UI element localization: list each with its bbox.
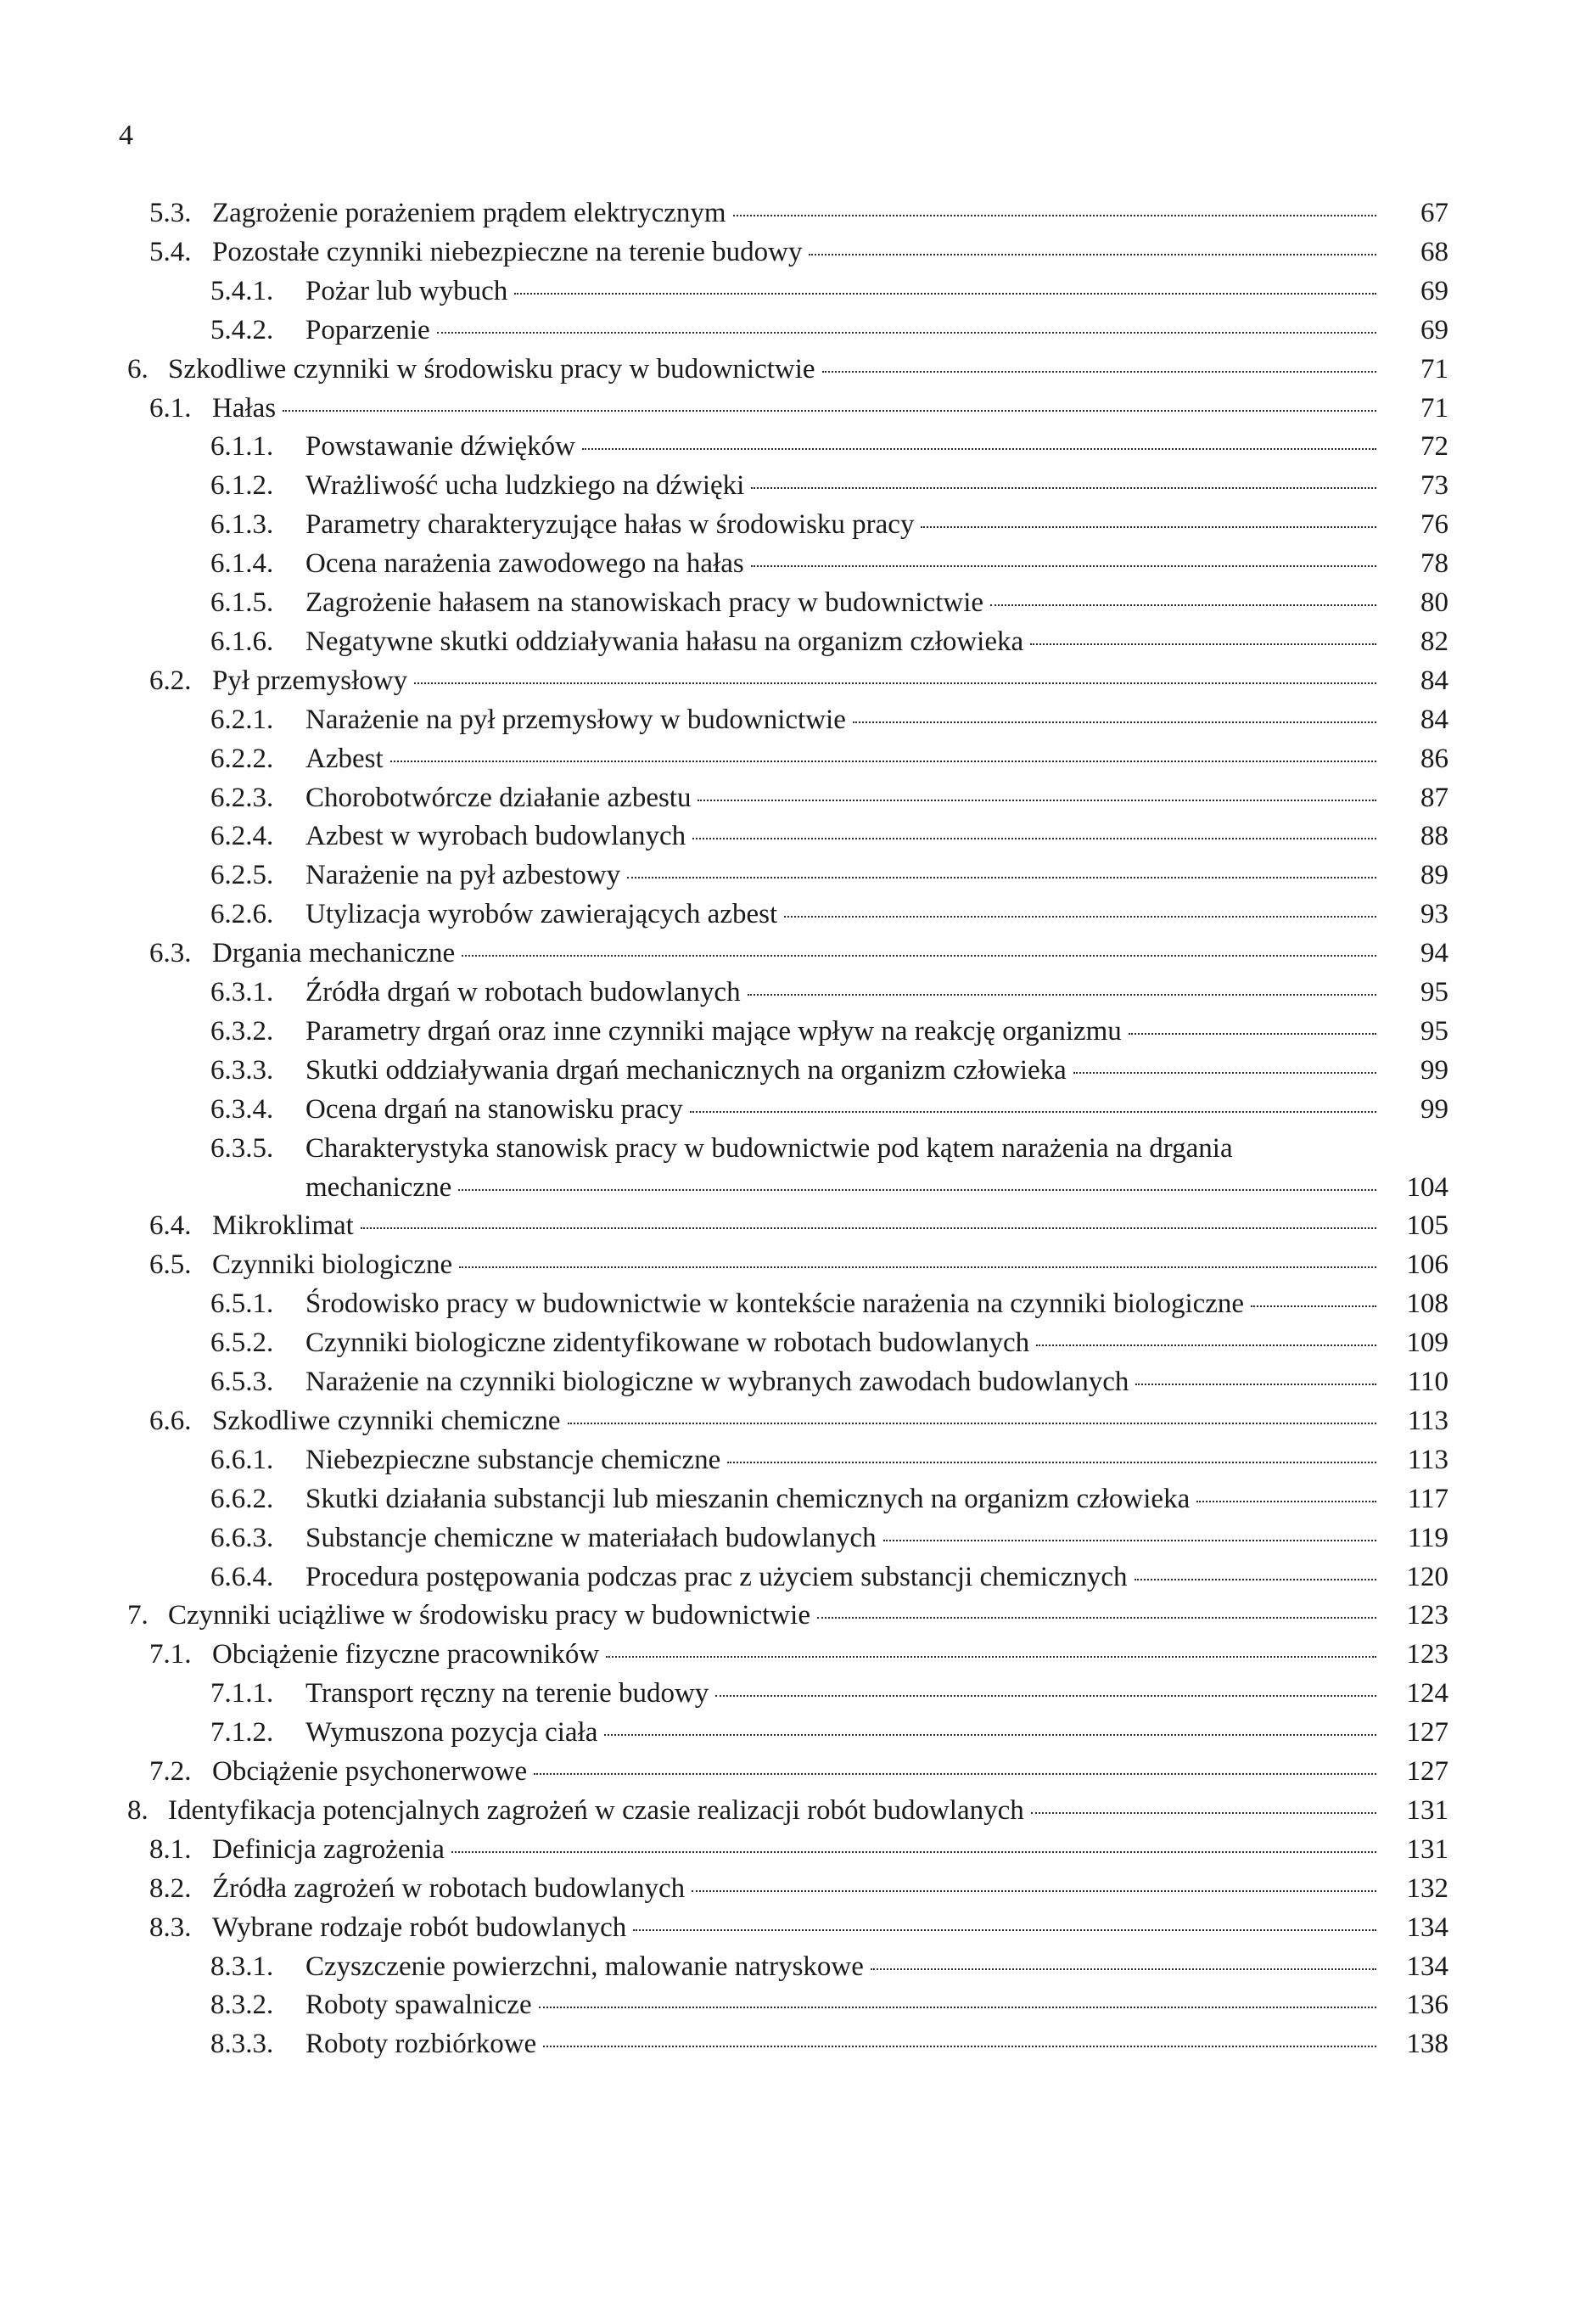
toc-entry-line bbox=[305, 1168, 1383, 1207]
dot-leader bbox=[921, 526, 1376, 528]
toc-entry bbox=[0, 1440, 1580, 1479]
toc-entry-line bbox=[212, 1635, 1383, 1674]
toc-entry-page: 87 bbox=[1420, 782, 1448, 813]
toc-entry-line bbox=[168, 1596, 1383, 1635]
toc-entry-line bbox=[168, 1791, 1383, 1830]
dot-leader bbox=[458, 1189, 1376, 1191]
toc-entry-page: 136 bbox=[1406, 1990, 1448, 2021]
dot-leader bbox=[1135, 1384, 1376, 1385]
toc-entry-line bbox=[305, 1012, 1383, 1051]
toc-entry-number: 8.1. bbox=[149, 1833, 192, 1865]
dot-leader bbox=[451, 1851, 1376, 1853]
toc-entry-title: Powstawanie dźwięków bbox=[305, 431, 576, 463]
toc-entry-number: 6.3.2. bbox=[210, 1015, 274, 1047]
toc-entry-number: 6.4. bbox=[149, 1210, 192, 1242]
toc-entry bbox=[0, 895, 1580, 934]
toc-entry-number: 7.1.1. bbox=[210, 1678, 274, 1709]
toc-entry-number: 6.2.1. bbox=[210, 704, 274, 735]
toc-entry-page: 105 bbox=[1406, 1210, 1448, 1242]
toc-entry-page: 82 bbox=[1420, 626, 1448, 657]
toc-entry-number: 6.2.2. bbox=[210, 743, 274, 774]
toc-entry-line bbox=[212, 1245, 1383, 1284]
toc-entry-title: Czyszczenie powierzchni, malowanie natryskowe bbox=[305, 1951, 864, 1982]
dot-leader bbox=[822, 371, 1376, 373]
toc-entry bbox=[0, 1830, 1580, 1869]
dot-leader bbox=[715, 1695, 1376, 1697]
toc-entry-line bbox=[305, 2024, 1383, 2063]
toc-entry-title: Definicja zagrożenia bbox=[212, 1833, 445, 1865]
toc-entry-page: 89 bbox=[1420, 860, 1448, 891]
dot-leader bbox=[543, 2046, 1376, 2047]
dot-leader bbox=[390, 761, 1376, 762]
toc-entry-title: Poparzenie bbox=[305, 314, 430, 345]
toc-entry-number: 6.2.6. bbox=[210, 899, 274, 930]
toc-entry-line bbox=[305, 1362, 1383, 1401]
toc-entry-page: 108 bbox=[1406, 1288, 1448, 1320]
toc-entry bbox=[0, 2024, 1580, 2063]
toc-entry-page: 113 bbox=[1407, 1405, 1448, 1436]
toc-entry-number: 6.2.4. bbox=[210, 821, 274, 852]
toc-entry-page: 69 bbox=[1420, 314, 1448, 345]
toc-entry-line bbox=[168, 350, 1383, 389]
toc-entry-line bbox=[212, 233, 1383, 272]
toc-entry-number: 6.1.2. bbox=[210, 470, 274, 502]
toc-entry-line bbox=[305, 583, 1383, 622]
toc-entry-title: Negatywne skutki oddziaływania hałasu na organizm człowieka bbox=[305, 626, 1024, 657]
toc-entry-page: 131 bbox=[1406, 1833, 1448, 1865]
toc-entry-page: 95 bbox=[1420, 1015, 1448, 1047]
toc-entry-title: Narażenie na pył przemysłowy w budownictwie bbox=[305, 704, 846, 735]
toc-entry-number: 6.5. bbox=[149, 1249, 192, 1281]
dot-leader bbox=[748, 994, 1376, 996]
toc-entry bbox=[0, 1284, 1580, 1323]
toc-entry bbox=[0, 194, 1580, 233]
toc-entry-number: 8.3. bbox=[149, 1911, 192, 1943]
toc-entry-number: 6.3.4. bbox=[210, 1093, 274, 1125]
toc-entry bbox=[0, 1985, 1580, 2024]
toc-entry-page: 99 bbox=[1420, 1093, 1448, 1125]
toc-entry-number: 8.2. bbox=[149, 1872, 192, 1904]
toc-entry bbox=[0, 1245, 1580, 1284]
toc-entry bbox=[0, 1674, 1580, 1713]
toc-entry-line bbox=[212, 1869, 1383, 1908]
toc-entry-page: 94 bbox=[1420, 938, 1448, 969]
toc-entry-number: 8.3.3. bbox=[210, 2029, 274, 2060]
dot-leader bbox=[437, 332, 1376, 334]
toc-entry-title: Źródła zagrożeń w robotach budowlanych bbox=[212, 1872, 686, 1904]
toc-entry-number: 5.4.2. bbox=[210, 314, 274, 345]
toc-entry bbox=[0, 1401, 1580, 1440]
toc-entry-page: 127 bbox=[1406, 1717, 1448, 1749]
toc-entry-title: Procedura postępowania podczas prac z użyciem substancji chemicznych bbox=[305, 1561, 1128, 1592]
toc-entry bbox=[0, 661, 1580, 700]
toc-entry-page: 71 bbox=[1420, 353, 1448, 385]
toc-entry-number: 5.4. bbox=[149, 236, 192, 267]
toc-entry bbox=[0, 1558, 1580, 1597]
dot-leader bbox=[582, 448, 1376, 450]
toc-entry bbox=[0, 622, 1580, 661]
dot-leader bbox=[690, 1111, 1376, 1113]
dot-leader bbox=[853, 721, 1376, 723]
toc-entry-page: 123 bbox=[1406, 1639, 1448, 1670]
toc-entry-line bbox=[305, 622, 1383, 661]
toc-entry-line bbox=[305, 1090, 1383, 1129]
toc-entry-number: 8. bbox=[127, 1794, 148, 1826]
toc-entry-line bbox=[305, 1713, 1383, 1752]
toc-entry bbox=[0, 505, 1580, 544]
toc-entry-page: 80 bbox=[1420, 587, 1448, 618]
toc-entry-title: Drgania mechaniczne bbox=[212, 938, 456, 969]
toc-entry-title: Azbest w wyrobach budowlanych bbox=[305, 821, 686, 852]
dot-leader bbox=[633, 1929, 1376, 1931]
toc-entry-number: 6.1.3. bbox=[210, 509, 274, 541]
toc-entry-number: 6.1.1. bbox=[210, 431, 274, 463]
toc-entry-line bbox=[305, 272, 1383, 311]
toc-entry-line bbox=[305, 1284, 1383, 1323]
toc-entry-number: 6.1.5. bbox=[210, 587, 274, 618]
dot-leader bbox=[692, 838, 1376, 839]
toc-entry-page: 110 bbox=[1407, 1367, 1448, 1397]
toc-entry-line bbox=[305, 427, 1383, 466]
toc-entry-page: 76 bbox=[1420, 509, 1448, 541]
toc-entry bbox=[0, 1908, 1580, 1947]
toc-entry-page: 138 bbox=[1406, 2029, 1448, 2060]
toc-entry-page: 86 bbox=[1420, 743, 1448, 774]
toc-entry-line bbox=[305, 700, 1383, 739]
toc-entry-line bbox=[305, 311, 1383, 350]
dot-leader bbox=[692, 1890, 1376, 1892]
toc-entry-page: 117 bbox=[1407, 1483, 1448, 1514]
toc-entry bbox=[0, 739, 1580, 778]
toc-entry-page: 104 bbox=[1406, 1171, 1448, 1203]
toc-entry-page: 123 bbox=[1406, 1600, 1448, 1631]
toc-entry bbox=[0, 1947, 1580, 1986]
toc-entry bbox=[0, 1518, 1580, 1558]
toc-entry-line bbox=[305, 1051, 1383, 1090]
toc-entry-page: 95 bbox=[1420, 977, 1448, 1008]
toc-entry bbox=[0, 856, 1580, 895]
toc-entry bbox=[0, 817, 1580, 856]
toc-entry bbox=[0, 973, 1580, 1012]
toc-entry-number: 6.3.1. bbox=[210, 977, 274, 1008]
toc-entry-title: Źródła drgań w robotach budowlanych bbox=[305, 977, 741, 1008]
toc-entry-page: 127 bbox=[1406, 1756, 1448, 1787]
toc-entry-title: Pożar lub wybuch bbox=[305, 275, 508, 306]
toc-entry-title: Wrażliwość ucha ludzkiego na dźwięki bbox=[305, 470, 745, 502]
toc-entry-title: Parametry charakteryzujące hałas w środowisku pracy bbox=[305, 509, 915, 541]
toc-entry-page: 78 bbox=[1420, 548, 1448, 580]
toc-entry-number: 6.5.1. bbox=[210, 1288, 274, 1320]
dot-leader bbox=[883, 1540, 1376, 1541]
toc-entry-number: 6.1.6. bbox=[210, 626, 274, 657]
toc-entry-number: 6.2.5. bbox=[210, 860, 274, 891]
toc-entry-line bbox=[305, 1323, 1383, 1362]
toc-entry-title: Szkodliwe czynniki chemiczne bbox=[212, 1405, 561, 1436]
toc-entry-title: Skutki działania substancji lub mieszanin chemicznych na organizm człowieka bbox=[305, 1483, 1191, 1514]
toc-entry-number: 6.3.5. bbox=[210, 1132, 274, 1164]
toc-entry-page: 134 bbox=[1406, 1951, 1448, 1982]
toc-entry bbox=[0, 1713, 1580, 1752]
toc-entry-title: Zagrożenie porażeniem prądem elektrycznym bbox=[212, 198, 726, 228]
toc-entry-title: Niebezpieczne substancje chemiczne bbox=[305, 1444, 721, 1475]
toc-entry-title: Pył przemysłowy bbox=[212, 665, 408, 696]
toc-entry-title: Chorobotwórcze działanie azbestu bbox=[305, 782, 692, 813]
toc-entry-number: 6.2.3. bbox=[210, 782, 274, 813]
dot-leader bbox=[283, 410, 1376, 412]
toc-entry-title: Transport ręczny na terenie budowy bbox=[305, 1678, 709, 1709]
toc-entry-line bbox=[305, 466, 1383, 505]
toc-entry bbox=[0, 1596, 1580, 1635]
toc-entry-line bbox=[212, 1908, 1383, 1947]
toc-entry-line bbox=[305, 817, 1383, 856]
toc-entry-number: 6.3. bbox=[149, 938, 192, 969]
dot-leader bbox=[568, 1423, 1376, 1424]
toc-entry-title: Szkodliwe czynniki w środowisku pracy w budownictwie bbox=[168, 353, 815, 385]
toc-entry-number: 8.3.1. bbox=[210, 1951, 274, 1982]
dot-leader bbox=[1196, 1501, 1376, 1502]
toc-entry-line bbox=[212, 1752, 1383, 1791]
toc-entry bbox=[0, 1752, 1580, 1791]
page-number: 4 bbox=[119, 120, 133, 151]
toc-entry bbox=[0, 778, 1580, 817]
toc-entry bbox=[0, 233, 1580, 272]
toc-entry-title: Obciążenie psychonerwowe bbox=[212, 1756, 528, 1787]
toc-entry-page: 99 bbox=[1420, 1054, 1448, 1086]
toc-entry bbox=[0, 1362, 1580, 1401]
toc-entry-page: 131 bbox=[1406, 1794, 1448, 1826]
toc-entry-page: 134 bbox=[1406, 1911, 1448, 1943]
toc-entry-number: 7. bbox=[127, 1600, 148, 1631]
toc-entry bbox=[0, 1323, 1580, 1362]
toc-entry-page: 109 bbox=[1406, 1328, 1448, 1359]
toc-entry bbox=[0, 700, 1580, 739]
toc-entry bbox=[0, 272, 1580, 311]
toc-entry-title: Czynniki biologiczne bbox=[212, 1249, 453, 1281]
dot-leader bbox=[514, 293, 1376, 295]
toc-entry-line bbox=[212, 1830, 1383, 1869]
toc-entry bbox=[0, 583, 1580, 622]
toc-entry bbox=[0, 311, 1580, 350]
toc-entry-page: 84 bbox=[1420, 704, 1448, 735]
toc-entry-line bbox=[305, 1440, 1383, 1479]
dot-leader bbox=[751, 487, 1376, 489]
toc-entry-number: 6.5.3. bbox=[210, 1367, 274, 1397]
toc-entry-line bbox=[212, 934, 1383, 973]
dot-leader bbox=[606, 1656, 1376, 1658]
toc-entry-line bbox=[305, 778, 1383, 817]
toc-entry-line bbox=[305, 973, 1383, 1012]
dot-leader bbox=[733, 215, 1376, 216]
toc-entry-title: Skutki oddziaływania drgań mechanicznych na organizm człowieka bbox=[305, 1054, 1067, 1086]
toc-entry-title: mechaniczne bbox=[305, 1171, 452, 1203]
dot-leader bbox=[1129, 1033, 1376, 1035]
toc-entry-title: Pozostałe czynniki niebezpieczne na terenie budowy bbox=[212, 236, 803, 267]
toc-entry-number: 6.2. bbox=[149, 665, 192, 696]
toc-entry-page: 84 bbox=[1420, 665, 1448, 696]
toc-entry-page: 71 bbox=[1420, 392, 1448, 424]
toc-entry-line bbox=[212, 1206, 1383, 1245]
dot-leader bbox=[414, 682, 1376, 684]
toc-entry-title: Zagrożenie hałasem na stanowiskach pracy w budownictwie bbox=[305, 587, 984, 618]
toc-entry-line bbox=[305, 544, 1383, 583]
toc-entry-page: 124 bbox=[1406, 1678, 1448, 1709]
toc-entry-line bbox=[305, 1479, 1383, 1518]
toc-entry-page: 68 bbox=[1420, 236, 1448, 267]
toc-entry bbox=[0, 1206, 1580, 1245]
dot-leader bbox=[1251, 1305, 1376, 1307]
toc-entry bbox=[0, 1129, 1580, 1207]
toc-entry bbox=[0, 1012, 1580, 1051]
toc-entry bbox=[0, 1791, 1580, 1830]
toc-entry-title: Wymuszona pozycja ciała bbox=[305, 1717, 598, 1749]
toc-entry-page: 93 bbox=[1420, 899, 1448, 930]
toc-entry-line bbox=[305, 505, 1383, 544]
toc-entry-line bbox=[305, 1558, 1383, 1597]
toc-entry-page: 119 bbox=[1407, 1522, 1448, 1553]
toc-entry-line bbox=[305, 895, 1383, 934]
toc-entry-title: Narażenie na czynniki biologiczne w wybranych zawodach budowlanych bbox=[305, 1367, 1129, 1397]
toc-entry bbox=[0, 389, 1580, 428]
toc-entry-title: Mikroklimat bbox=[212, 1210, 354, 1242]
toc-entry-title: Substancje chemiczne w materiałach budowlanych bbox=[305, 1522, 877, 1553]
dot-leader bbox=[727, 1462, 1376, 1463]
toc-entry-number: 6.5.2. bbox=[210, 1328, 274, 1359]
dot-leader bbox=[784, 916, 1376, 918]
toc-entry-line bbox=[305, 1947, 1383, 1986]
dot-leader bbox=[627, 877, 1376, 879]
toc-entry-page: 72 bbox=[1420, 431, 1448, 463]
toc-entry-title-line1: Charakterystyka stanowisk pracy w budownictwie pod kątem narażenia na drgania bbox=[305, 1132, 1233, 1164]
toc-entry-line bbox=[305, 1674, 1383, 1713]
toc-entry-page: 120 bbox=[1406, 1561, 1448, 1592]
toc-entry-title: Parametry drgań oraz inne czynniki mające wpływ na reakcję organizmu bbox=[305, 1015, 1122, 1047]
toc-entry bbox=[0, 1869, 1580, 1908]
toc-entry-line bbox=[212, 661, 1383, 700]
dot-leader bbox=[751, 565, 1376, 567]
toc-entry-number: 6.1.4. bbox=[210, 548, 274, 580]
toc-entry-page: 88 bbox=[1420, 821, 1448, 852]
toc-entry-title: Roboty spawalnicze bbox=[305, 1990, 532, 2021]
dot-leader bbox=[534, 1773, 1376, 1775]
toc-entry-title: Utylizacja wyrobów zawierających azbest bbox=[305, 899, 778, 930]
toc-entry-page: 132 bbox=[1406, 1872, 1448, 1904]
toc-entry-number: 6.6.4. bbox=[210, 1561, 274, 1592]
dot-leader bbox=[361, 1227, 1376, 1229]
toc-entry-title: Hałas bbox=[212, 392, 277, 424]
toc-entry-title: Obciążenie fizyczne pracowników bbox=[212, 1639, 600, 1670]
toc-entry-title: Wybrane rodzaje robót budowlanych bbox=[212, 1911, 627, 1943]
dot-leader bbox=[1031, 1812, 1376, 1814]
toc-entry-title: Ocena narażenia zawodowego na hałas bbox=[305, 548, 744, 580]
toc-entry bbox=[0, 1090, 1580, 1129]
toc-entry-title: Czynniki biologiczne zidentyfikowane w robotach budowlanych bbox=[305, 1328, 1030, 1359]
dot-leader bbox=[1135, 1579, 1376, 1580]
toc-entry-page: 113 bbox=[1407, 1444, 1448, 1475]
toc-entry-line bbox=[305, 856, 1383, 895]
toc-entry-line bbox=[212, 194, 1383, 233]
toc-entry-number: 5.3. bbox=[149, 198, 192, 228]
toc-entry bbox=[0, 1479, 1580, 1518]
toc-entry-title: Ocena drgań na stanowisku pracy bbox=[305, 1093, 683, 1125]
dot-leader bbox=[539, 2007, 1376, 2008]
toc-entry-title: Identyfikacja potencjalnych zagrożeń w czasie realizacji robót budowlanych bbox=[168, 1794, 1024, 1826]
dot-leader bbox=[1030, 643, 1376, 645]
toc-entry bbox=[0, 934, 1580, 973]
toc-entry-line bbox=[305, 1518, 1383, 1558]
toc-entry-page: 67 bbox=[1420, 198, 1448, 228]
toc-entry-title: Roboty rozbiórkowe bbox=[305, 2029, 537, 2060]
toc-entry-line bbox=[212, 389, 1383, 428]
dot-leader bbox=[462, 955, 1376, 957]
dot-leader bbox=[990, 604, 1376, 606]
toc-entry-number: 6. bbox=[127, 353, 148, 385]
toc-entry-number: 6.3.3. bbox=[210, 1054, 274, 1086]
toc-entry bbox=[0, 350, 1580, 389]
dot-leader bbox=[809, 254, 1376, 255]
toc-entry bbox=[0, 466, 1580, 505]
toc-entry bbox=[0, 1635, 1580, 1674]
toc-entry-title: Azbest bbox=[305, 743, 384, 774]
toc-entry-line bbox=[212, 1401, 1383, 1440]
toc-entry-line bbox=[305, 739, 1383, 778]
toc-entry-number: 6.6. bbox=[149, 1405, 192, 1436]
toc-entry-title: Narażenie na pył azbestowy bbox=[305, 860, 621, 891]
toc-entry-number: 7.1.2. bbox=[210, 1717, 274, 1749]
toc-entry-number: 6.6.3. bbox=[210, 1522, 274, 1553]
toc-entry-page: 106 bbox=[1406, 1249, 1448, 1281]
toc-entry-title: Czynniki uciążliwe w środowisku pracy w budownictwie bbox=[168, 1600, 811, 1631]
toc-entry bbox=[0, 1051, 1580, 1090]
dot-leader bbox=[871, 1968, 1376, 1970]
dot-leader bbox=[698, 800, 1376, 801]
toc-entry-number: 5.4.1. bbox=[210, 275, 274, 306]
toc-entry-number: 6.1. bbox=[149, 392, 192, 424]
toc-entry bbox=[0, 427, 1580, 466]
toc-entry-page: 69 bbox=[1420, 275, 1448, 306]
toc-entry-number: 6.6.1. bbox=[210, 1444, 274, 1475]
toc-entry-number: 6.6.2. bbox=[210, 1483, 274, 1514]
dot-leader bbox=[817, 1617, 1376, 1619]
toc-entry-number: 7.2. bbox=[149, 1756, 192, 1787]
toc-entry-page: 73 bbox=[1420, 470, 1448, 502]
dot-leader bbox=[1036, 1344, 1376, 1346]
toc-entry bbox=[0, 544, 1580, 583]
toc-entry-title: Środowisko pracy w budownictwie w kontekście narażenia na czynniki biologiczne bbox=[305, 1288, 1245, 1320]
dot-leader bbox=[604, 1734, 1376, 1736]
toc-entry-number: 8.3.2. bbox=[210, 1990, 274, 2021]
toc-entry-line bbox=[305, 1985, 1383, 2024]
dot-leader bbox=[1073, 1072, 1376, 1074]
toc-entry-number: 7.1. bbox=[149, 1639, 192, 1670]
dot-leader bbox=[459, 1266, 1376, 1268]
